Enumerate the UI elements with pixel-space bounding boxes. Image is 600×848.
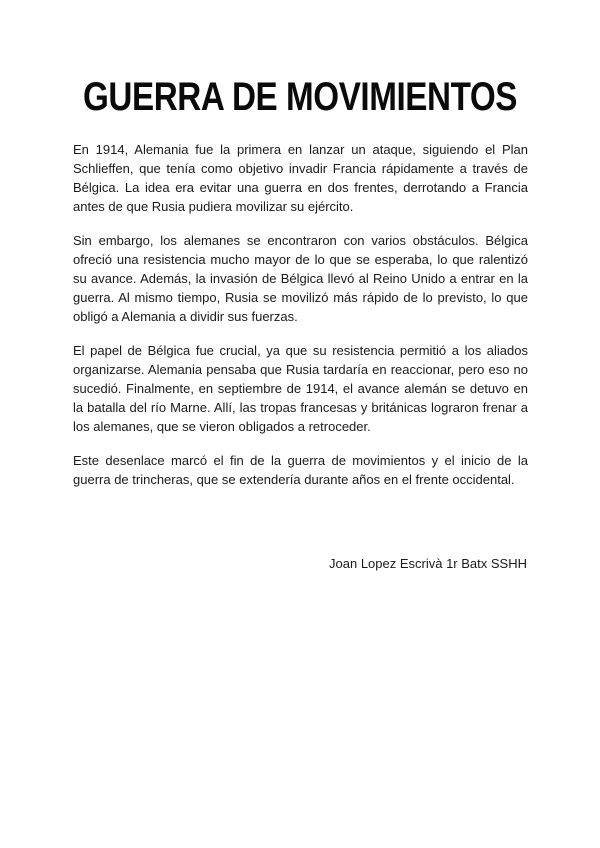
page-title: GUERRA DE MOVIMIENTOS [82, 75, 517, 119]
paragraph-1: En 1914, Alemania fue la primera en lanzar un ataque, siguiendo el Plan Schlieffen, que tenía como objetivo invadir Francia rápidamente a través de Bélgica. La idea era evitar una guerra en dos frentes, derrotando a Francia antes de que Rusia pudiera movilizar su ejército. [73, 142, 528, 214]
author-signature: Joan Lopez Escrivà 1r Batx SSHH [329, 556, 527, 571]
document-body [73, 140, 528, 504]
paragraph-2: Sin embargo, los alemanes se encontraron con varios obstáculos. Bélgica ofreció una resistencia mucho mayor de lo que se esperaba, lo que ralentizó su avance. Además, la invasión de Bélgica llevó al Reino Unido a entrar en la guerra. Al mismo tiempo, Rusia se movilizó más rápido de lo previsto, lo que obligó a Alemania a dividir sus fuerzas. [73, 233, 528, 324]
paragraph-3: El papel de Bélgica fue crucial, ya que su resistencia permitió a los aliados organizarse. Alemania pensaba que Rusia tardaría en reaccionar, pero eso no sucedió. Finalmente, en septiembre de 1914, el avance alemán se detuvo en la batalla del río Marne. Allí, las tropas francesas y británicas lograron frenar a los alemanes, que se vieron obligados a retroceder. [73, 343, 528, 434]
paragraph-4: Este desenlace marcó el fin de la guerra de movimientos y el inicio de la guerra de trincheras, que se extendería durante años en el frente occidental. [73, 453, 528, 487]
